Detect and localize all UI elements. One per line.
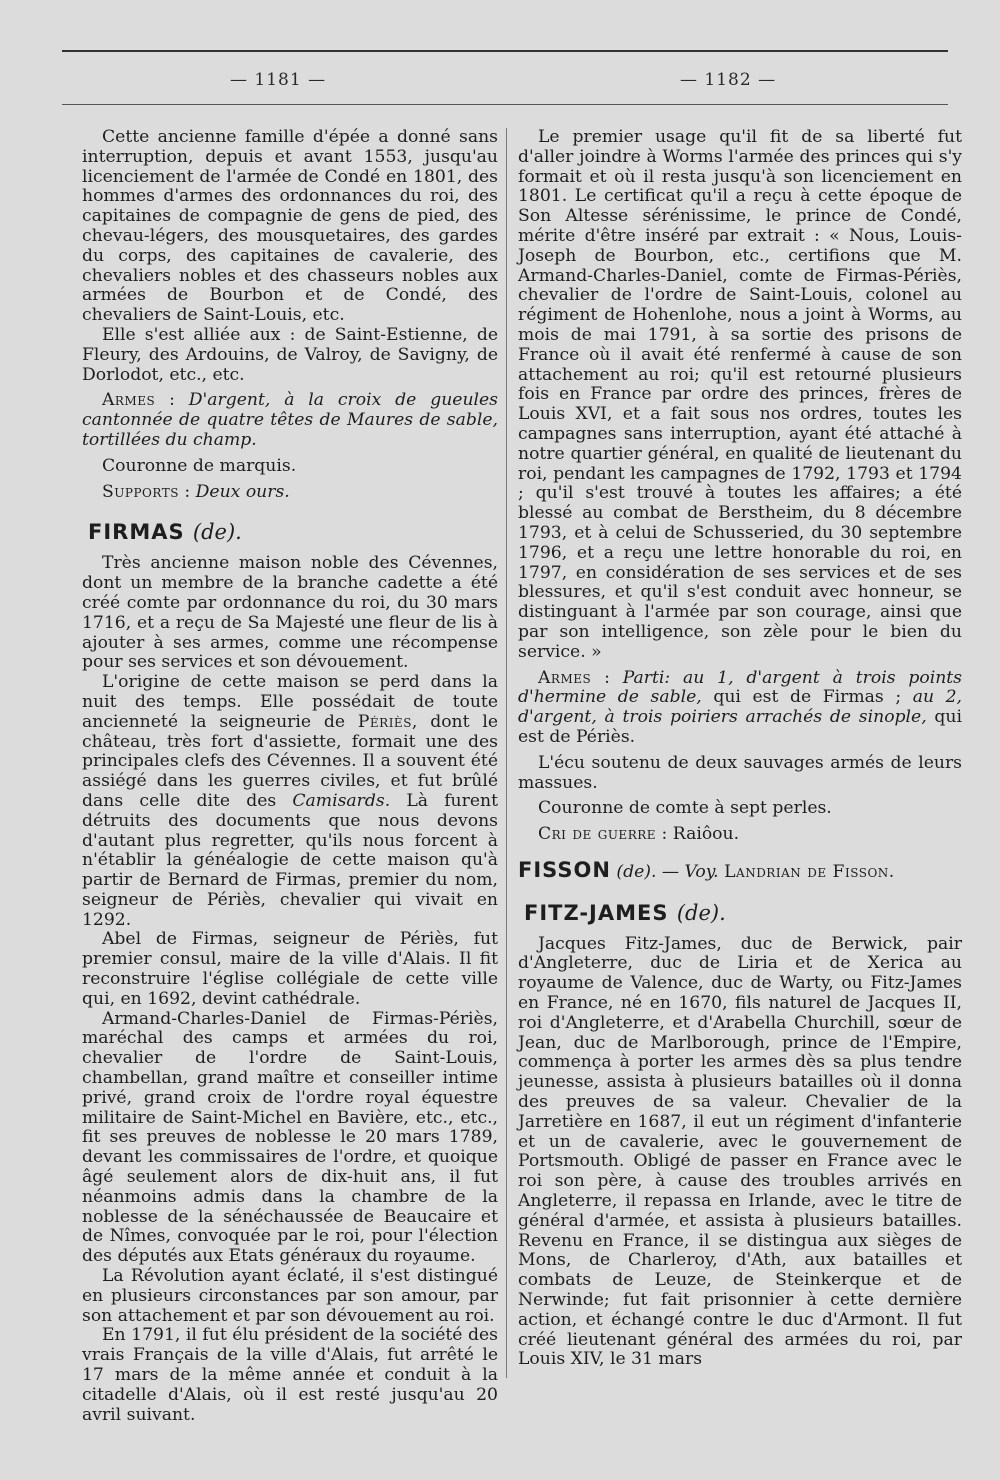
paragraph: La Révolution ayant éclaté, il s'est distingué en plusieurs circonstances par son amour, par son attachement et par son dévouement au roi.: [82, 1266, 498, 1326]
armes-text: Parti: au 1, d'argent à trois points d'hermine de sable,: [518, 667, 963, 708]
entry-heading-fitz-james: [518, 901, 962, 925]
entry-particle: (de).: [192, 520, 242, 545]
entry-name: FISSON: [518, 857, 611, 882]
entry-name: FITZ-JAMES: [524, 900, 669, 925]
term-camisards: Camisards.: [292, 790, 391, 811]
couronne-line: Couronne de marquis.: [102, 455, 297, 476]
text-run: L'origine de cette maison se perd dans la nuit des temps. Elle possédait de toute ancienneté la seigneurie de: [82, 672, 498, 732]
paragraph: Très ancienne maison noble des Cévennes, dont un membre de la branche cadette a été créé comte par ordonnance du roi, du 30 mars 1716, et a reçu de Sa Majesté une fleur de lis à ajouter à ses armes, comme une récompense pour ses services et son dévouement.: [82, 553, 498, 673]
top-rule: [62, 50, 948, 52]
cri-text: Raiôou.: [672, 824, 740, 845]
armes-text: D'argent, à la croix de gueules cantonnée de quatre têtes de Maures de sable, tortillées du champ.: [82, 390, 499, 450]
supports-text: Deux ours.: [195, 481, 290, 502]
armes-label: Armes: [538, 667, 592, 688]
paragraph: Jacques Fitz-James, duc de Berwick, pair d'Angleterre, duc de Liria et de Xerica au royaume de Valence, duc de Warty, ou Fitz-James en France, né en 1670, fils naturel de Jacques II, roi d'Angleterre, et d'Arabella Churchill, sœur de Jean, duc de Marlborough, prince de l'Empire, commença à porter les armes dès sa plus tendre jeunesse, assista à plusieurs batailles où il donna des preuves de sa valeur. Chevalier de la Jarretière en 1687, il eut un régiment d'infanterie et un de cavalerie, avec le gouvernement de Portsmouth. Obligé de passer en France avec le roi son père, à cause des troubles arrivés en Angleterre, il repassa en Irlande, avec le titre de général d'armée, et assista à plusieurs batailles. Revenu en France, il se distingua aux sièges de Mons, de Charleroy, d'Ath, aux batailles et combats de Leuze, de Steinkerque et de Nerwinde; fut fait prisonnier à cette dernière action, et échangé contre le duc d'Armont. Il fut créé lieutenant général des armées du roi, par Louis XIV, le 31 mars: [518, 933, 962, 1370]
place-name: Périès: [357, 711, 412, 732]
supports-paragraph: Supports : Deux ours.: [102, 481, 290, 502]
paragraph: Abel de Firmas, seigneur de Périès, fut premier consul, maire de la ville d'Alais. Il fit reconstruire l'église collégiale de cette ville qui, en 1692, devint cathédrale.: [82, 929, 498, 1009]
armes-text: au 2, d'argent, à trois poiriers arrachés de sinople,: [518, 687, 962, 728]
text-run: , dont le château, très fort d'assiette, formait une des principales clefs des Cévennes. Il a souvent été assiégé dans les guerres civiles, et fut brûlé dans celle dite des: [82, 711, 498, 811]
right-column: [518, 128, 962, 1370]
text-run: Là furent détruits des documents que nous devons d'autant plus regretter, qu'ils nous forcent à n'établir la généalogie de cette maison qu'à partir de Bernard de Firmas, premier du nom, seigneur de Périès, chevalier qui vivait en 1292.: [82, 790, 498, 930]
text-run: qui est de Périès.: [518, 707, 962, 747]
entry-name: FIRMAS: [88, 520, 185, 545]
entry-heading-firmas: [82, 520, 498, 544]
text-run: qui est de Firmas ;: [701, 687, 913, 708]
supports-label: Supports: [102, 481, 179, 502]
couronne-line: Couronne de comte à sept perles.: [538, 798, 832, 819]
header-rule: [62, 104, 948, 105]
cross-reference-voy: — Voy.: [661, 861, 719, 882]
entry-particle: (de).: [676, 900, 726, 925]
entry-fisson: [518, 857, 962, 883]
paragraph: Le premier usage qu'il fit de sa liberté fut d'aller joindre à Worms l'armée des princes qui s'y formait et où il resta jusqu'à son licenciement en 1801. Le certificat qu'il a reçu à cette époque de Son Altesse sérénissime, le prince de Condé, mérite d'être inséré par extrait : « Nous, Louis-Joseph de Bourbon, etc., certifions que M. Armand-Charles-Daniel, comte de Firmas-Périès, chevalier de l'ordre de Saint-Louis, colonel au régiment de Hohenlohe, nous a joint à Worms, au mois de mai 1791, à sa sortie des prisons de France où il avait été renfermé à cause de son attachement au roi; qu'il est retourné plusieurs fois en France par ordre des princes, frères de Louis XVI, et a fait sous nos ordres, toutes les campagnes sans interruption, ayant été attaché à notre quartier général, en qualité de lieutenant du roi, pendant les campagnes de 1792, 1793 et 1794 ; qu'il s'est trouvé à toutes les affaires; a été blessé au combat de Berstheim, du 8 décembre 1793, et à celui de Schusseried, du 30 septembre 1796, et a reçu une lettre honorable du roi, en 1797, en considération de ses services et de ses blessures, et qu'il s'est conduit avec honneur, se distinguant à l'armée par son courage, ainsi que par son intelligence, son zèle pour le bien du service. »: [518, 127, 962, 662]
armes-label: Armes: [102, 390, 156, 411]
ecu-line: L'écu soutenu de deux sauvages armés de leurs massues.: [518, 752, 962, 793]
armes-paragraph: Armes : Parti: au 1, d'argent à trois points d'hermine de sable, qui est de Firmas ; au 2, d'argent, à trois poiriers arrachés de sinople, qui est de Périès.: [518, 667, 963, 747]
paragraph: Armand-Charles-Daniel de Firmas-Périès, maréchal des camps et armées du roi, chevalier de l'ordre de Saint-Louis, chambellan, grand maître et conseiller intime privé, grand croix de l'ordre royal équestre militaire de Saint-Michel en Bavière, etc., etc., fit ses preuves de noblesse le 20 mars 1789, devant les commissaires de l'ordre, et quoique âgé seulement alors de dix-huit ans, il fut néanmoins admis dans la chambre de la noblesse de la sénéchaussée de Beaucaire et de Nîmes, convoquée par le roi, pour l'élection des députés aux Etats généraux du royaume.: [82, 1008, 498, 1267]
cri-label: Cri de guerre: [538, 824, 657, 845]
entry-particle: (de).: [616, 861, 657, 882]
paragraph: Elle s'est alliée aux : de Saint-Estienne, de Fleury, des Ardouins, de Valroy, de Savigny, de Dorlodot, etc., etc.: [82, 324, 498, 385]
armes-paragraph: Armes : D'argent, à la croix de gueules cantonnée de quatre têtes de Maures de sable, tortillées du champ.: [82, 390, 499, 450]
paragraph: En 1791, il fut élu président de la société des vrais Français de la ville d'Alais, fut arrêté le 17 mars de la même année et conduit à la citadelle d'Alais, où il est resté jusqu'au 20 avril suivant.: [82, 1325, 498, 1425]
column-divider: [506, 128, 507, 1378]
cri-paragraph: Cri de guerre : Raiôou.: [538, 824, 740, 845]
paragraph: Cette ancienne famille d'épée a donné sans interruption, depuis et avant 1553, jusqu'au licenciement de l'armée de Condé en 1801, des hommes d'armes des ordonnances du roi, des capitaines de compagnie de gens de pied, des chevau-légers, des mousquetaires, des gardes du corps, des capitaines de cavalerie, des chevaliers nobles et des chasseurs nobles aux armées de Bourbon et de Condé, des chevaliers de Saint-Louis, etc.: [82, 127, 498, 326]
cross-reference-target: Landrian de Fisson.: [724, 861, 895, 882]
page-number-right: — 1182 —: [680, 70, 777, 90]
left-column: [82, 128, 498, 1425]
paragraph: [82, 673, 498, 930]
page-number-left: — 1181 —: [230, 70, 327, 90]
